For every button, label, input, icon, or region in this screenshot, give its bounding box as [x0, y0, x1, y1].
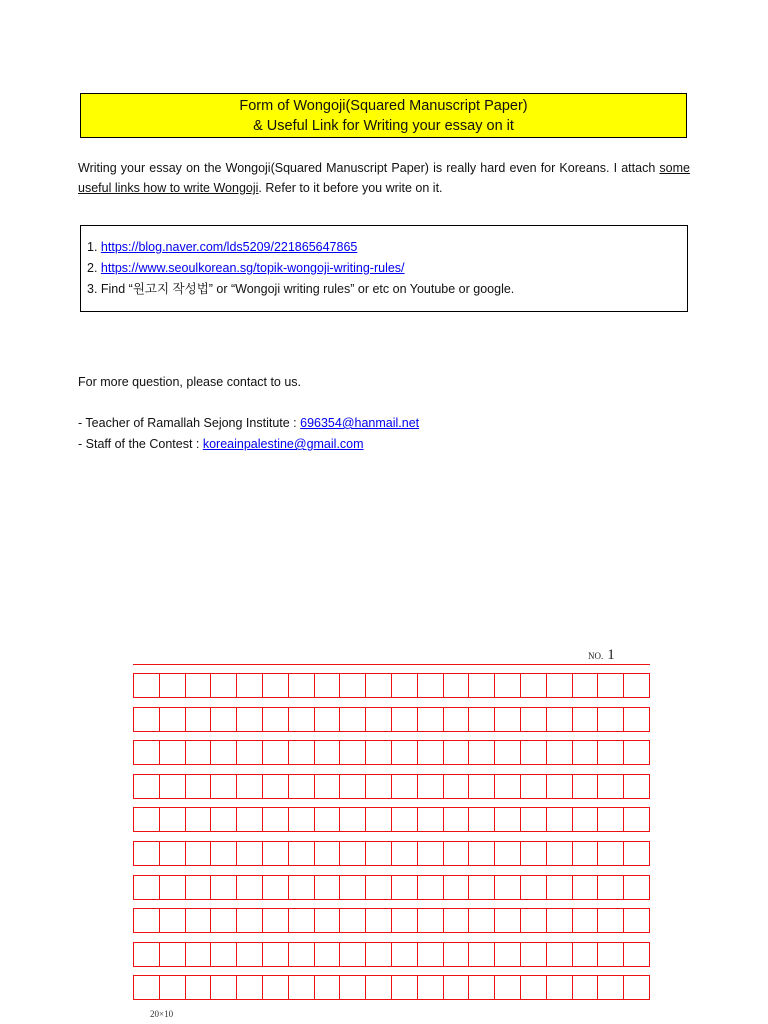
intro-paragraph [78, 158, 690, 198]
grid-cell [573, 909, 599, 932]
grid-cell [521, 842, 547, 865]
grid-size-label: 20×10 [150, 1009, 174, 1019]
grid-cell [289, 876, 315, 899]
grid-cell [186, 842, 212, 865]
grid-cell [366, 876, 392, 899]
title-line-2: & Useful Link for Writing your essay on it [253, 118, 514, 134]
grid-cell [547, 943, 573, 966]
grid-cell [624, 708, 650, 731]
grid-cell [134, 842, 160, 865]
grid-cell [160, 674, 186, 697]
grid-cell [237, 876, 263, 899]
teacher-label: - Teacher of Ramallah Sejong Institute : [78, 416, 301, 430]
intro-underlined-text: some useful links how to write Wongoji [78, 161, 690, 195]
grid-cell [521, 775, 547, 798]
grid-cell [289, 976, 315, 999]
grid-cell [521, 976, 547, 999]
grid-cell [134, 909, 160, 932]
grid-cell [237, 775, 263, 798]
link-item-2-number: 2. [87, 261, 98, 275]
grid-cell [598, 775, 624, 798]
grid-cell [340, 876, 366, 899]
grid-cell [392, 842, 418, 865]
grid-cell [392, 741, 418, 764]
grid-cell [263, 808, 289, 831]
grid-row [133, 908, 650, 933]
grid-cell [469, 775, 495, 798]
grid-cell [598, 674, 624, 697]
grid-cell [521, 708, 547, 731]
grid-cell [315, 976, 341, 999]
grid-cell [366, 708, 392, 731]
grid-cell [521, 943, 547, 966]
grid-cell [444, 876, 470, 899]
grid-cell [547, 775, 573, 798]
grid-cell [573, 943, 599, 966]
grid-cell [469, 674, 495, 697]
grid-cell [289, 909, 315, 932]
link-item-1 [87, 237, 687, 258]
grid-cell [444, 842, 470, 865]
grid-cell [547, 708, 573, 731]
grid-cell [340, 842, 366, 865]
grid-cell [366, 808, 392, 831]
grid-cell [134, 876, 160, 899]
intro-text-before: Writing your essay on the Wongoji(Squared Manuscript Paper) is really hard even for Koreans. I attach [78, 161, 660, 175]
grid-cell [186, 909, 212, 932]
grid-cell [366, 976, 392, 999]
grid-cell [495, 842, 521, 865]
grid-cell [469, 876, 495, 899]
seoulkorean-link[interactable]: https://www.seoulkorean.sg/topik-wongoji-writing-rules/ [100, 261, 405, 275]
link-item-3: 3. Find “원고지 작성법” or “Wongoji writing rules” or etc on Youtube or google. [87, 282, 515, 296]
grid-cell [263, 842, 289, 865]
grid-row [133, 841, 650, 866]
grid-cell [315, 943, 341, 966]
grid-cell [186, 808, 212, 831]
grid-cell [598, 708, 624, 731]
grid-cell [392, 876, 418, 899]
grid-cell [598, 909, 624, 932]
grid-cell [211, 741, 237, 764]
grid-cell [444, 708, 470, 731]
grid-cell [495, 741, 521, 764]
grid-cell [547, 741, 573, 764]
grid-cell [547, 808, 573, 831]
grid-cell [366, 741, 392, 764]
grid-cell [495, 708, 521, 731]
grid-cell [418, 674, 444, 697]
grid-cell [418, 909, 444, 932]
grid-cell [521, 876, 547, 899]
grid-cell [211, 909, 237, 932]
staff-label: - Staff of the Contest : [78, 437, 203, 451]
grid-cell [573, 775, 599, 798]
grid-row [133, 673, 650, 698]
grid-cell [418, 943, 444, 966]
grid-cell [598, 876, 624, 899]
grid-cell [573, 674, 599, 697]
grid-cell [211, 943, 237, 966]
grid-cell [547, 976, 573, 999]
grid-cell [186, 708, 212, 731]
grid-cell [521, 909, 547, 932]
grid-cell [573, 976, 599, 999]
grid-cell [289, 842, 315, 865]
grid-cell [547, 842, 573, 865]
grid-cell [444, 775, 470, 798]
staff-email-link[interactable]: koreainpalestine@gmail.com [202, 437, 364, 451]
grid-cell [573, 842, 599, 865]
teacher-email-link[interactable]: 696354@hanmail.net [300, 416, 420, 430]
grid-cell [237, 976, 263, 999]
grid-cell [495, 976, 521, 999]
grid-cell [392, 775, 418, 798]
grid-cell [263, 708, 289, 731]
grid-cell [366, 943, 392, 966]
grid-cell [624, 808, 650, 831]
title-box [80, 93, 687, 138]
grid-cell [624, 909, 650, 932]
grid-cell [521, 674, 547, 697]
grid-cell [289, 808, 315, 831]
grid-cell [495, 674, 521, 697]
grid-cell [444, 674, 470, 697]
grid-cell [469, 708, 495, 731]
grid-cell [211, 842, 237, 865]
grid-cell [573, 741, 599, 764]
grid-cell [315, 708, 341, 731]
grid-cell [521, 741, 547, 764]
grid-cell [598, 943, 624, 966]
grid-cell [160, 775, 186, 798]
grid-cell [186, 976, 212, 999]
grid-cell [160, 943, 186, 966]
grid-cell [237, 842, 263, 865]
grid-cell [469, 808, 495, 831]
intro-text-after: . Refer to it before you write on it. [258, 181, 443, 195]
page-number-label: NO. [588, 651, 604, 661]
grid-cell [418, 842, 444, 865]
grid-cell [573, 708, 599, 731]
grid-cell [598, 741, 624, 764]
grid-cell [495, 808, 521, 831]
grid-cell [547, 674, 573, 697]
grid-row [133, 807, 650, 832]
grid-cell [340, 674, 366, 697]
grid-cell [624, 943, 650, 966]
grid-cell [211, 876, 237, 899]
grid-cell [495, 876, 521, 899]
grid-cell [186, 775, 212, 798]
grid-cell [469, 909, 495, 932]
grid-cell [160, 708, 186, 731]
grid-cell [418, 708, 444, 731]
grid-cell [237, 808, 263, 831]
grid-cell [392, 708, 418, 731]
grid-cell [444, 808, 470, 831]
grid-cell [263, 909, 289, 932]
grid-cell [237, 741, 263, 764]
grid-cell [392, 909, 418, 932]
grid-cell [469, 842, 495, 865]
grid-cell [573, 808, 599, 831]
naver-blog-link[interactable]: https://blog.naver.com/lds5209/221865647865 [100, 240, 358, 254]
grid-cell [340, 943, 366, 966]
grid-cell [340, 708, 366, 731]
grid-cell [315, 876, 341, 899]
grid-cell [263, 674, 289, 697]
grid-cell [418, 876, 444, 899]
grid-cell [418, 741, 444, 764]
grid-cell [340, 976, 366, 999]
grid-cell [237, 943, 263, 966]
grid-cell [598, 808, 624, 831]
grid-cell [469, 976, 495, 999]
grid-cell [340, 741, 366, 764]
grid-cell [134, 976, 160, 999]
grid-cell [289, 741, 315, 764]
grid-cell [624, 674, 650, 697]
grid-cell [315, 842, 341, 865]
link-item-2 [87, 258, 687, 279]
grid-cell [624, 976, 650, 999]
grid-cell [134, 943, 160, 966]
grid-cell [263, 876, 289, 899]
grid-cell [392, 808, 418, 831]
page-number-value: 1 [607, 647, 615, 663]
grid-cell [547, 909, 573, 932]
grid-cell [340, 808, 366, 831]
grid-cell [495, 775, 521, 798]
grid-cell [211, 808, 237, 831]
grid-cell [598, 976, 624, 999]
grid-cell [134, 674, 160, 697]
grid-cell [573, 876, 599, 899]
grid-cell [469, 741, 495, 764]
grid-cell [186, 674, 212, 697]
grid-cell [134, 808, 160, 831]
grid-cell [211, 976, 237, 999]
grid-cell [547, 876, 573, 899]
grid-cell [340, 909, 366, 932]
grid-cell [237, 708, 263, 731]
staff-contact [78, 434, 419, 455]
grid-cell [160, 909, 186, 932]
grid-top-rule [133, 664, 650, 665]
grid-cell [495, 909, 521, 932]
manuscript-grid [133, 673, 650, 1009]
grid-cell [392, 976, 418, 999]
grid-cell [366, 842, 392, 865]
teacher-contact [78, 413, 419, 434]
title-line-1: Form of Wongoji(Squared Manuscript Paper) [239, 98, 528, 114]
contact-section [78, 372, 419, 455]
grid-cell [392, 943, 418, 966]
grid-cell [418, 808, 444, 831]
grid-cell [521, 808, 547, 831]
grid-cell [160, 976, 186, 999]
page-number [588, 646, 615, 664]
grid-cell [237, 674, 263, 697]
grid-cell [263, 976, 289, 999]
grid-cell [289, 708, 315, 731]
grid-cell [134, 775, 160, 798]
grid-cell [263, 741, 289, 764]
grid-cell [134, 741, 160, 764]
grid-row [133, 975, 650, 1000]
grid-cell [444, 741, 470, 764]
grid-cell [289, 943, 315, 966]
grid-cell [186, 943, 212, 966]
grid-cell [315, 741, 341, 764]
grid-cell [263, 943, 289, 966]
grid-row [133, 774, 650, 799]
grid-cell [495, 943, 521, 966]
grid-cell [211, 775, 237, 798]
grid-cell [315, 674, 341, 697]
grid-cell [134, 708, 160, 731]
grid-cell [366, 775, 392, 798]
grid-cell [444, 943, 470, 966]
grid-cell [160, 741, 186, 764]
grid-cell [289, 775, 315, 798]
grid-cell [418, 976, 444, 999]
grid-cell [340, 775, 366, 798]
grid-cell [624, 775, 650, 798]
links-box [80, 225, 688, 312]
grid-cell [186, 741, 212, 764]
grid-cell [469, 943, 495, 966]
grid-cell [624, 876, 650, 899]
grid-cell [237, 909, 263, 932]
grid-row [133, 875, 650, 900]
grid-cell [598, 842, 624, 865]
grid-cell [624, 842, 650, 865]
grid-row [133, 740, 650, 765]
grid-cell [160, 808, 186, 831]
grid-cell [160, 842, 186, 865]
grid-cell [418, 775, 444, 798]
grid-cell [211, 708, 237, 731]
grid-cell [444, 909, 470, 932]
grid-cell [315, 808, 341, 831]
grid-cell [366, 909, 392, 932]
grid-cell [444, 976, 470, 999]
grid-cell [315, 909, 341, 932]
grid-row [133, 707, 650, 732]
grid-cell [263, 775, 289, 798]
grid-cell [315, 775, 341, 798]
link-item-1-number: 1. [87, 240, 98, 254]
grid-row [133, 942, 650, 967]
grid-cell [392, 674, 418, 697]
grid-cell [289, 674, 315, 697]
grid-cell [160, 876, 186, 899]
grid-cell [366, 674, 392, 697]
contact-intro: For more question, please contact to us. [78, 375, 302, 389]
grid-cell [624, 741, 650, 764]
grid-cell [211, 674, 237, 697]
grid-cell [186, 876, 212, 899]
